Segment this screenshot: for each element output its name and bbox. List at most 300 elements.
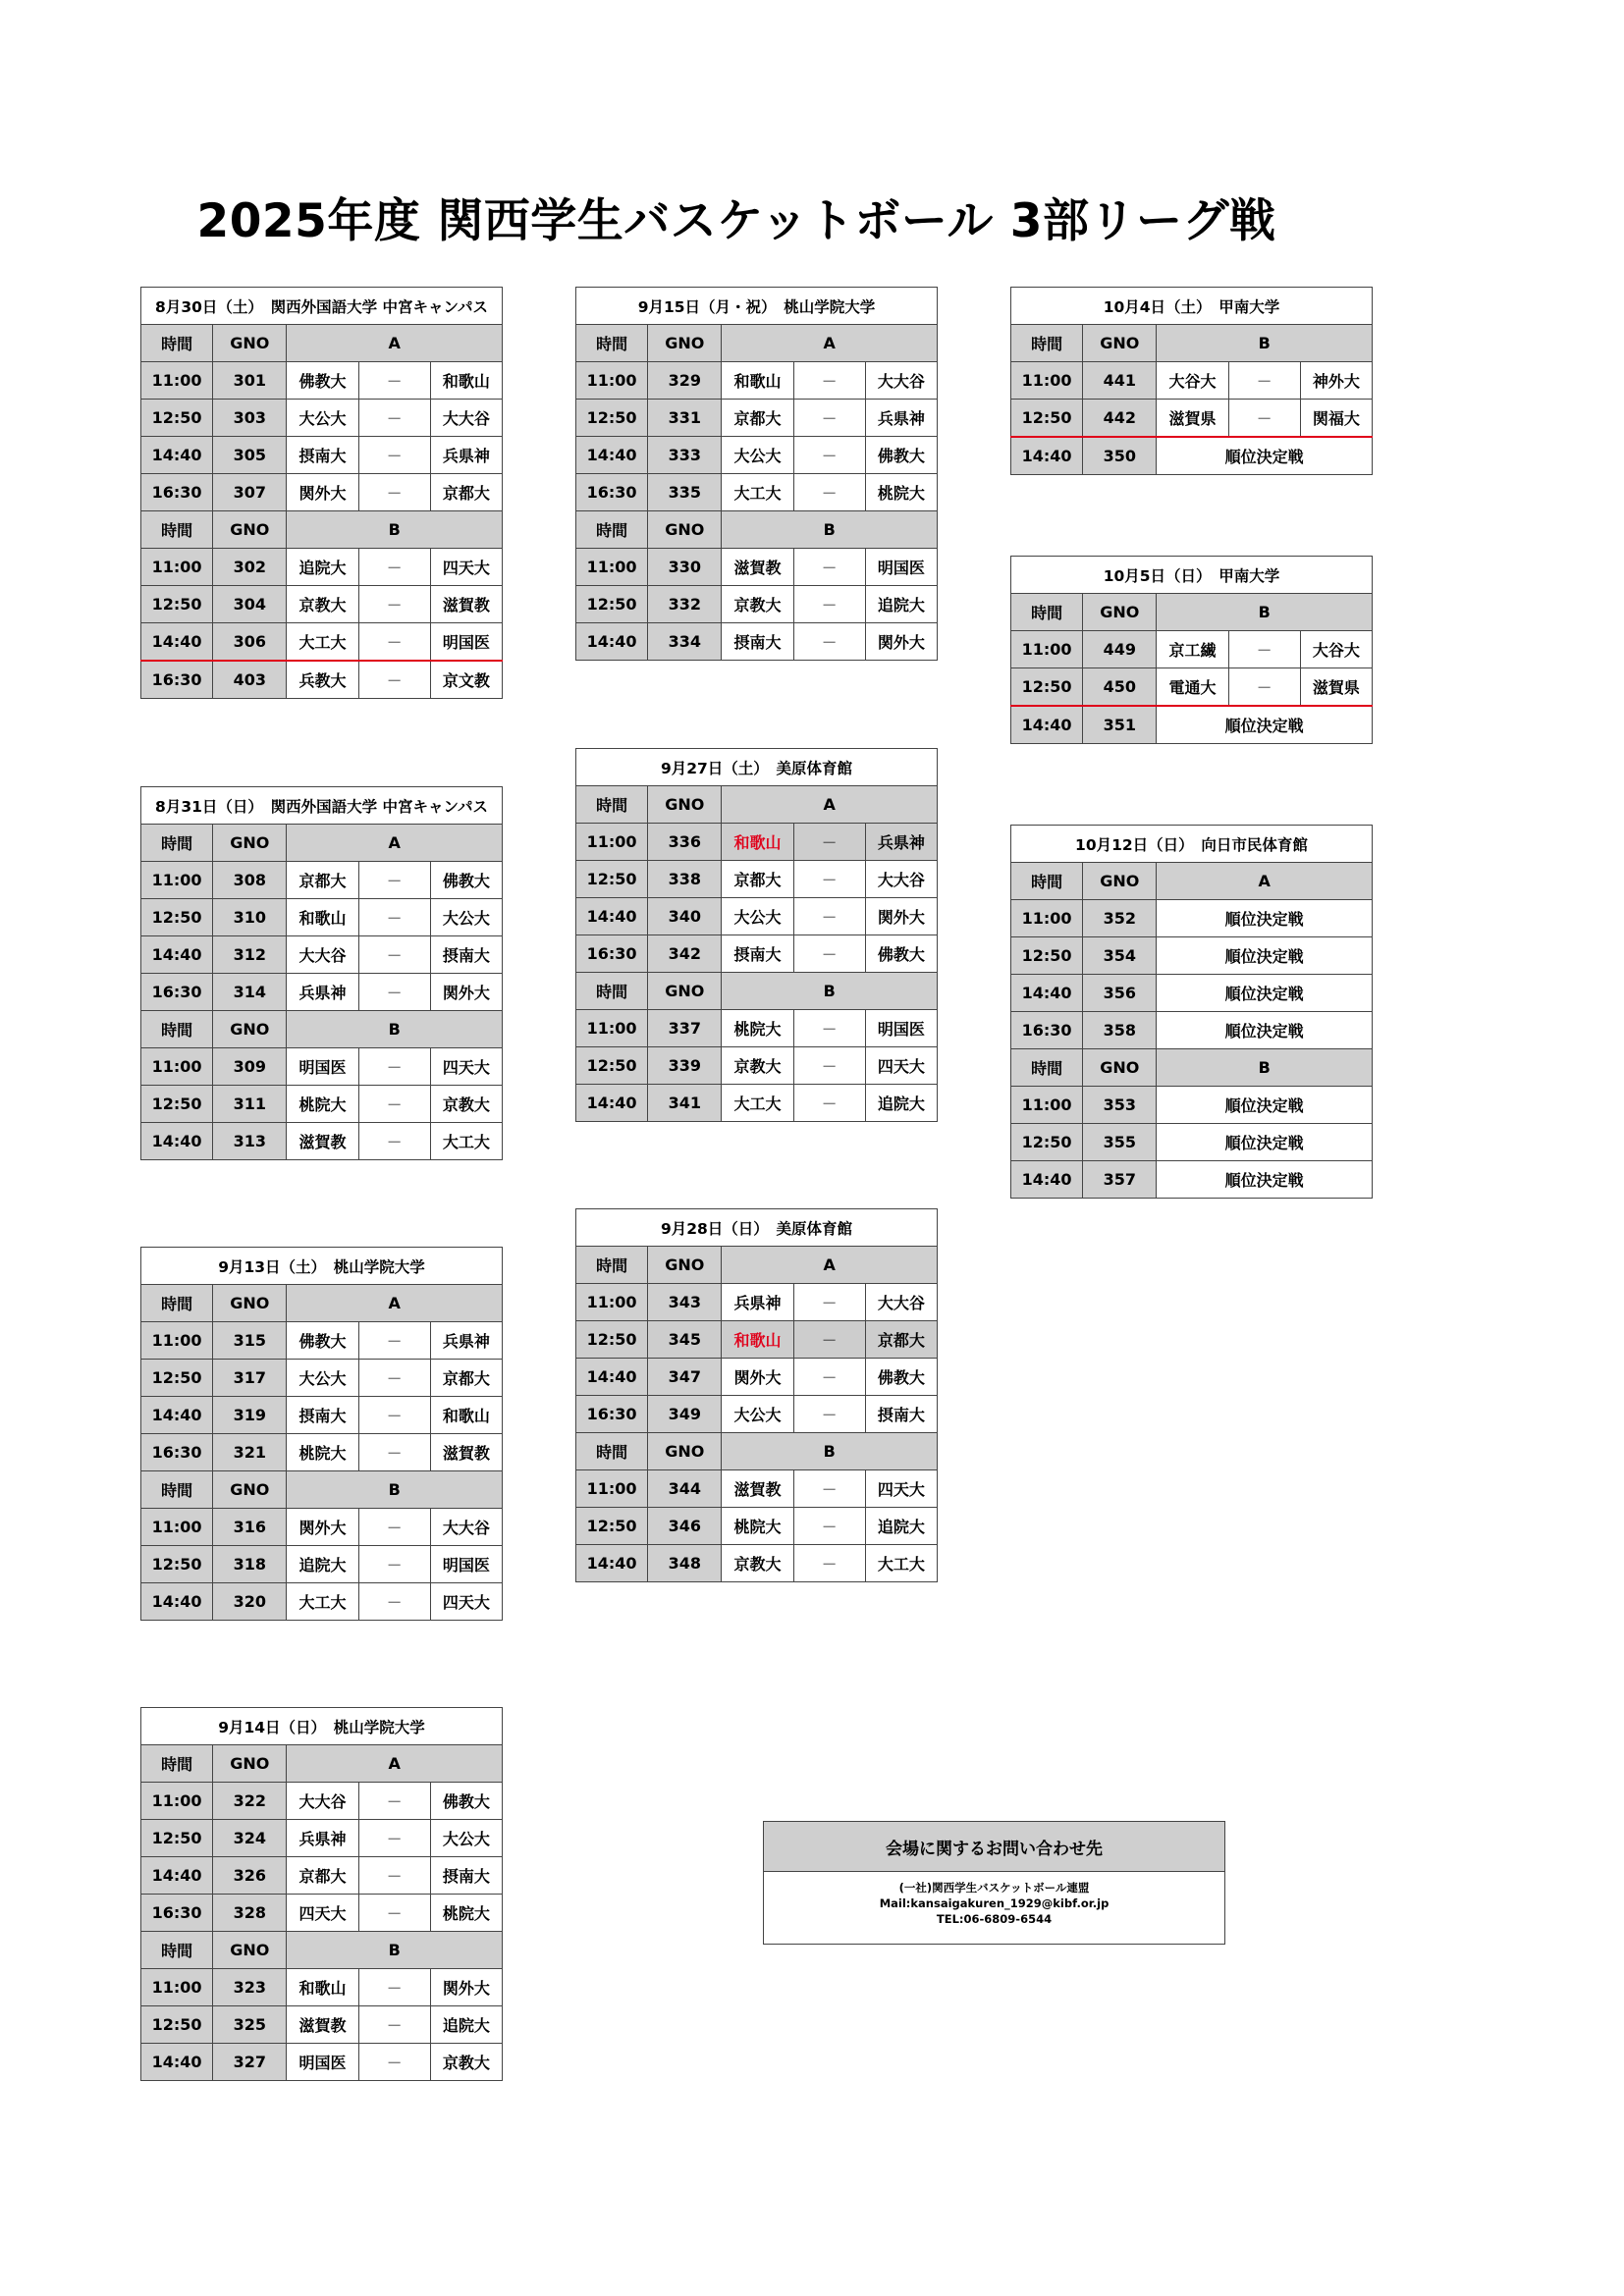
game-row — [1011, 631, 1373, 668]
game-row — [576, 549, 938, 586]
game-number: 319 — [213, 1397, 287, 1434]
gno-column-header: GNO — [648, 511, 722, 549]
home-team: 摂南大 — [722, 623, 793, 661]
game-time: 12:50 — [576, 861, 648, 898]
game-row — [1011, 1087, 1373, 1124]
game-number: 325 — [213, 2006, 287, 2044]
game-time: 14:40 — [141, 1123, 213, 1160]
time-column-header: 時間 — [141, 1011, 213, 1048]
home-team: 佛教大 — [287, 362, 358, 400]
game-time: 14:40 — [141, 1857, 213, 1895]
away-team: 兵県神 — [865, 824, 937, 861]
game-label: 順位決定戦 — [1157, 1124, 1373, 1161]
game-row — [1011, 1124, 1373, 1161]
away-team: 摂南大 — [865, 1396, 937, 1433]
away-team: 明国医 — [430, 623, 502, 662]
versus-dash: － — [358, 1434, 430, 1471]
versus-dash: － — [358, 2006, 430, 2044]
home-team: 桃院大 — [722, 1010, 793, 1047]
versus-dash: － — [358, 1895, 430, 1932]
game-number: 301 — [213, 362, 287, 400]
game-number: 326 — [213, 1857, 287, 1895]
away-team: 桃院大 — [430, 1895, 502, 1932]
time-column-header: 時間 — [141, 1932, 213, 1969]
home-team: 和歌山 — [722, 824, 793, 861]
away-team: 関外大 — [865, 623, 937, 661]
gno-column-header: GNO — [648, 1433, 722, 1470]
contact-heading: 会場に関するお問い合わせ先 — [764, 1822, 1224, 1872]
game-row — [141, 1048, 503, 1086]
game-label: 順位決定戦 — [1157, 937, 1373, 975]
bracket-label: B — [287, 1471, 503, 1509]
gno-column-header: GNO — [213, 325, 287, 362]
away-team: 関外大 — [430, 974, 502, 1011]
versus-dash: － — [793, 1359, 865, 1396]
game-number: 348 — [648, 1545, 722, 1582]
home-team: 和歌山 — [287, 1969, 358, 2006]
schedule-header: 10月12日（日） 向日市民体育館 — [1011, 826, 1373, 863]
game-number: 308 — [213, 862, 287, 899]
gno-column-header: GNO — [213, 1932, 287, 1969]
game-row — [141, 400, 503, 437]
game-number: 340 — [648, 898, 722, 935]
game-time: 12:50 — [1011, 1124, 1083, 1161]
home-team: 京教大 — [722, 586, 793, 623]
versus-dash: － — [358, 437, 430, 474]
game-row — [141, 1434, 503, 1471]
home-team: 大工大 — [722, 474, 793, 511]
game-time: 11:00 — [1011, 362, 1083, 400]
game-number: 321 — [213, 1434, 287, 1471]
game-number: 316 — [213, 1509, 287, 1546]
bracket-label: A — [722, 325, 938, 362]
game-row — [141, 974, 503, 1011]
contact-tel: TEL:06-6809-6544 — [936, 1912, 1053, 1926]
game-time: 11:00 — [1011, 900, 1083, 937]
game-time: 12:50 — [576, 400, 648, 437]
game-time: 14:40 — [1011, 437, 1083, 475]
gno-column-header: GNO — [213, 511, 287, 549]
game-label: 順位決定戦 — [1157, 1012, 1373, 1049]
gno-column-header: GNO — [648, 1247, 722, 1284]
versus-dash: － — [358, 549, 430, 586]
away-team: 桃院大 — [865, 474, 937, 511]
game-number: 351 — [1083, 706, 1157, 744]
game-number: 315 — [213, 1322, 287, 1360]
game-time: 12:50 — [141, 1820, 213, 1857]
game-number: 355 — [1083, 1124, 1157, 1161]
game-time: 12:50 — [1011, 937, 1083, 975]
game-time: 11:00 — [141, 1969, 213, 2006]
gno-column-header: GNO — [213, 1285, 287, 1322]
game-time: 12:50 — [141, 2006, 213, 2044]
home-team: 関外大 — [722, 1359, 793, 1396]
home-team: 電通大 — [1157, 668, 1228, 707]
versus-dash: － — [793, 1047, 865, 1085]
game-time: 14:40 — [1011, 975, 1083, 1012]
game-row — [141, 1820, 503, 1857]
schedule-table — [575, 748, 938, 1122]
game-row — [1011, 900, 1373, 937]
versus-dash: － — [793, 1545, 865, 1582]
game-row — [141, 586, 503, 623]
schedule-header: 9月28日（日） 美原体育館 — [576, 1209, 938, 1247]
time-column-header: 時間 — [141, 325, 213, 362]
game-time: 16:30 — [141, 474, 213, 511]
game-number: 335 — [648, 474, 722, 511]
versus-dash: － — [358, 623, 430, 662]
game-number: 356 — [1083, 975, 1157, 1012]
versus-dash: － — [793, 1396, 865, 1433]
versus-dash: － — [358, 362, 430, 400]
home-team: 滋賀教 — [287, 2006, 358, 2044]
game-time: 16:30 — [576, 935, 648, 973]
bracket-label: A — [287, 325, 503, 362]
time-column-header: 時間 — [576, 325, 648, 362]
away-team: 大公大 — [430, 1820, 502, 1857]
game-number: 334 — [648, 623, 722, 661]
game-row — [576, 586, 938, 623]
game-row — [576, 1545, 938, 1582]
game-row — [141, 1509, 503, 1546]
time-column-header: 時間 — [1011, 1049, 1083, 1087]
game-row — [141, 1086, 503, 1123]
bracket-label: A — [287, 825, 503, 862]
gno-column-header: GNO — [648, 325, 722, 362]
game-row — [141, 1857, 503, 1895]
game-number: 358 — [1083, 1012, 1157, 1049]
away-team: 追院大 — [865, 1508, 937, 1545]
game-number: 320 — [213, 1583, 287, 1621]
versus-dash: － — [358, 1969, 430, 2006]
game-number: 312 — [213, 936, 287, 974]
versus-dash: － — [793, 824, 865, 861]
game-time: 14:40 — [141, 437, 213, 474]
schedule-table — [1010, 556, 1373, 744]
home-team: 大公大 — [287, 1360, 358, 1397]
game-row — [141, 1360, 503, 1397]
game-number: 305 — [213, 437, 287, 474]
away-team: 和歌山 — [430, 1397, 502, 1434]
time-column-header: 時間 — [141, 511, 213, 549]
home-team: 京都大 — [287, 1857, 358, 1895]
game-time: 11:00 — [141, 362, 213, 400]
game-time: 14:40 — [1011, 1161, 1083, 1199]
versus-dash: － — [793, 898, 865, 935]
game-number: 311 — [213, 1086, 287, 1123]
home-team: 摂南大 — [722, 935, 793, 973]
home-team: 兵県神 — [287, 1820, 358, 1857]
game-time: 14:40 — [576, 1085, 648, 1122]
game-row — [141, 362, 503, 400]
game-time: 11:00 — [576, 1284, 648, 1321]
game-row — [576, 1470, 938, 1508]
versus-dash: － — [793, 861, 865, 898]
game-number: 353 — [1083, 1087, 1157, 1124]
game-number: 337 — [648, 1010, 722, 1047]
away-team: 京教大 — [430, 1086, 502, 1123]
game-time: 14:40 — [141, 1583, 213, 1621]
schedule-table — [1010, 825, 1373, 1199]
game-row — [1011, 362, 1373, 400]
versus-dash: － — [793, 362, 865, 400]
versus-dash: － — [358, 474, 430, 511]
away-team: 滋賀教 — [430, 1434, 502, 1471]
home-team: 京都大 — [722, 400, 793, 437]
game-time: 11:00 — [141, 549, 213, 586]
game-time: 14:40 — [576, 437, 648, 474]
game-number: 328 — [213, 1895, 287, 1932]
game-row — [141, 661, 503, 699]
game-number: 303 — [213, 400, 287, 437]
away-team: 佛教大 — [865, 1359, 937, 1396]
home-team: 大公大 — [287, 400, 358, 437]
away-team: 京都大 — [430, 1360, 502, 1397]
home-team: 和歌山 — [287, 899, 358, 936]
versus-dash: － — [793, 1321, 865, 1359]
game-row — [576, 1508, 938, 1545]
game-number: 336 — [648, 824, 722, 861]
away-team: 滋賀県 — [1300, 668, 1372, 707]
game-number: 352 — [1083, 900, 1157, 937]
game-row — [576, 623, 938, 661]
schedule-table — [575, 287, 938, 661]
away-team: 関外大 — [865, 898, 937, 935]
away-team: 明国医 — [865, 549, 937, 586]
game-number: 357 — [1083, 1161, 1157, 1199]
schedule-table — [140, 1707, 503, 2081]
game-row — [576, 1010, 938, 1047]
game-row — [576, 1284, 938, 1321]
game-number: 322 — [213, 1783, 287, 1820]
versus-dash: － — [793, 586, 865, 623]
bracket-label: B — [722, 973, 938, 1010]
game-row — [1011, 400, 1373, 438]
away-team: 兵県神 — [430, 437, 502, 474]
game-row — [1011, 706, 1373, 744]
bracket-label: B — [287, 1932, 503, 1969]
home-team: 四天大 — [287, 1895, 358, 1932]
game-row — [141, 862, 503, 899]
game-number: 332 — [648, 586, 722, 623]
game-time: 12:50 — [1011, 668, 1083, 707]
bracket-label: B — [287, 511, 503, 549]
home-team: 関外大 — [287, 1509, 358, 1546]
game-row — [1011, 1161, 1373, 1199]
game-number: 349 — [648, 1396, 722, 1433]
gno-column-header: GNO — [648, 786, 722, 824]
game-number: 449 — [1083, 631, 1157, 668]
away-team: 和歌山 — [430, 362, 502, 400]
away-team: 兵県神 — [430, 1322, 502, 1360]
gno-column-header: GNO — [1083, 863, 1157, 900]
versus-dash: － — [793, 1508, 865, 1545]
versus-dash: － — [358, 974, 430, 1011]
home-team: 大大谷 — [287, 1783, 358, 1820]
game-row — [576, 400, 938, 437]
versus-dash: － — [793, 1470, 865, 1508]
away-team: 京教大 — [430, 2044, 502, 2081]
game-time: 16:30 — [576, 1396, 648, 1433]
game-time: 12:50 — [141, 899, 213, 936]
gno-column-header: GNO — [213, 1011, 287, 1048]
schedule-table — [575, 1208, 938, 1582]
game-time: 14:40 — [141, 2044, 213, 2081]
schedule-header: 9月13日（土） 桃山学院大学 — [141, 1248, 503, 1285]
home-team: 桃院大 — [287, 1434, 358, 1471]
versus-dash: － — [358, 1509, 430, 1546]
game-row — [141, 936, 503, 974]
game-row — [141, 549, 503, 586]
time-column-header: 時間 — [141, 1471, 213, 1509]
schedule-header: 9月15日（月・祝） 桃山学院大学 — [576, 288, 938, 325]
game-number: 350 — [1083, 437, 1157, 475]
game-time: 14:40 — [141, 936, 213, 974]
away-team: 大谷大 — [1300, 631, 1372, 668]
home-team: 摂南大 — [287, 437, 358, 474]
versus-dash: － — [358, 936, 430, 974]
game-time: 11:00 — [576, 362, 648, 400]
bracket-label: A — [287, 1745, 503, 1783]
game-time: 11:00 — [141, 1322, 213, 1360]
game-row — [141, 623, 503, 662]
game-time: 14:40 — [576, 1545, 648, 1582]
game-time: 14:40 — [141, 623, 213, 662]
bracket-label: B — [1157, 1049, 1373, 1087]
home-team: 明国医 — [287, 1048, 358, 1086]
versus-dash: － — [358, 661, 430, 699]
home-team: 京都大 — [287, 862, 358, 899]
schedule-table — [140, 1247, 503, 1621]
game-time: 12:50 — [1011, 400, 1083, 438]
bracket-label: B — [722, 1433, 938, 1470]
bracket-label: B — [287, 1011, 503, 1048]
versus-dash: － — [358, 400, 430, 437]
home-team: 関外大 — [287, 474, 358, 511]
time-column-header: 時間 — [141, 1285, 213, 1322]
home-team: 滋賀教 — [722, 549, 793, 586]
away-team: 大大谷 — [865, 362, 937, 400]
game-label: 順位決定戦 — [1157, 1161, 1373, 1199]
schedule-table — [140, 786, 503, 1160]
game-number: 309 — [213, 1048, 287, 1086]
versus-dash: － — [793, 437, 865, 474]
game-time: 16:30 — [1011, 1012, 1083, 1049]
game-time: 12:50 — [141, 1360, 213, 1397]
game-row — [576, 861, 938, 898]
game-time: 12:50 — [576, 586, 648, 623]
away-team: 佛教大 — [865, 935, 937, 973]
versus-dash: － — [793, 549, 865, 586]
schedule-table — [1010, 287, 1373, 475]
bracket-label: B — [722, 511, 938, 549]
game-time: 11:00 — [576, 1470, 648, 1508]
game-number: 318 — [213, 1546, 287, 1583]
game-time: 12:50 — [576, 1321, 648, 1359]
game-number: 323 — [213, 1969, 287, 2006]
game-number: 314 — [213, 974, 287, 1011]
game-label: 順位決定戦 — [1157, 437, 1373, 475]
versus-dash: － — [1228, 362, 1300, 400]
game-time: 12:50 — [141, 586, 213, 623]
game-row — [141, 1322, 503, 1360]
versus-dash: － — [358, 1820, 430, 1857]
away-team: 四天大 — [430, 1583, 502, 1621]
game-label: 順位決定戦 — [1157, 900, 1373, 937]
away-team: 追院大 — [865, 586, 937, 623]
game-row — [141, 1969, 503, 2006]
game-number: 341 — [648, 1085, 722, 1122]
game-time: 14:40 — [576, 623, 648, 661]
game-row — [1011, 937, 1373, 975]
game-time: 11:00 — [141, 1783, 213, 1820]
away-team: 四天大 — [865, 1047, 937, 1085]
home-team: 滋賀教 — [287, 1123, 358, 1160]
gno-column-header: GNO — [1083, 1049, 1157, 1087]
game-row — [576, 1047, 938, 1085]
time-column-header: 時間 — [141, 825, 213, 862]
game-time: 12:50 — [141, 400, 213, 437]
away-team: 佛教大 — [430, 862, 502, 899]
game-number: 324 — [213, 1820, 287, 1857]
time-column-header: 時間 — [576, 786, 648, 824]
game-time: 14:40 — [141, 1397, 213, 1434]
bracket-label: A — [1157, 863, 1373, 900]
time-column-header: 時間 — [141, 1745, 213, 1783]
away-team: 兵県神 — [865, 400, 937, 437]
game-row — [141, 1397, 503, 1434]
versus-dash: － — [793, 400, 865, 437]
versus-dash: － — [793, 1010, 865, 1047]
game-row — [576, 362, 938, 400]
game-time: 12:50 — [576, 1047, 648, 1085]
home-team: 滋賀教 — [722, 1470, 793, 1508]
away-team: 滋賀教 — [430, 586, 502, 623]
away-team: 関外大 — [430, 1969, 502, 2006]
home-team: 京工繊 — [1157, 631, 1228, 668]
game-time: 16:30 — [141, 974, 213, 1011]
game-row — [576, 1359, 938, 1396]
time-column-header: 時間 — [576, 973, 648, 1010]
bracket-label: A — [722, 786, 938, 824]
home-team: 兵県神 — [287, 974, 358, 1011]
game-number: 343 — [648, 1284, 722, 1321]
versus-dash: － — [358, 1360, 430, 1397]
game-number: 317 — [213, 1360, 287, 1397]
game-row — [576, 824, 938, 861]
home-team: 京教大 — [722, 1047, 793, 1085]
home-team: 大公大 — [722, 898, 793, 935]
away-team: 大大谷 — [865, 861, 937, 898]
game-number: 331 — [648, 400, 722, 437]
game-row — [141, 1783, 503, 1820]
gno-column-header: GNO — [213, 825, 287, 862]
home-team: 和歌山 — [722, 362, 793, 400]
home-team: 大工大 — [287, 1583, 358, 1621]
contact-org: (一社)関西学生バスケットボール連盟 — [898, 1881, 1090, 1895]
time-column-header: 時間 — [576, 1247, 648, 1284]
game-time: 11:00 — [1011, 631, 1083, 668]
game-time: 16:30 — [141, 661, 213, 699]
game-time: 16:30 — [141, 1895, 213, 1932]
game-row — [576, 898, 938, 935]
versus-dash: － — [1228, 400, 1300, 438]
away-team: 明国医 — [430, 1546, 502, 1583]
game-row — [576, 935, 938, 973]
home-team: 和歌山 — [722, 1321, 793, 1359]
bracket-label: A — [287, 1285, 503, 1322]
game-time: 12:50 — [141, 1086, 213, 1123]
